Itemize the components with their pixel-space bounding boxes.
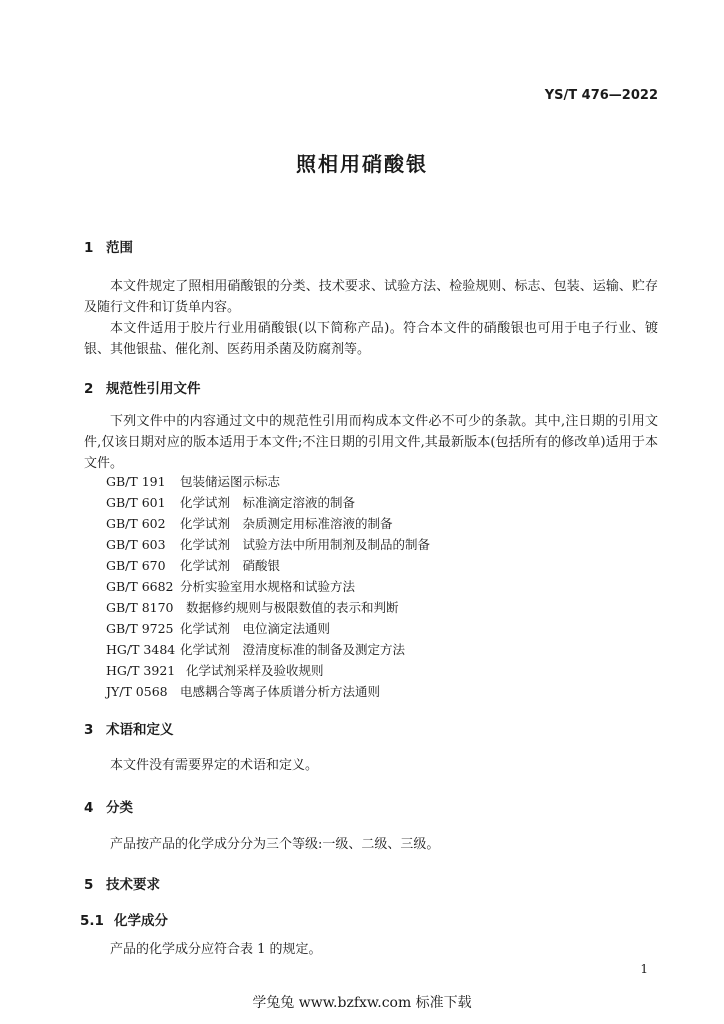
- reference-code: GB/T 9725: [106, 621, 174, 636]
- reference-title: 数据修约规则与极限数值的表示和判断: [186, 600, 399, 615]
- page-number: 1: [640, 962, 648, 976]
- section-2-heading: [84, 377, 201, 397]
- section-number: 5: [84, 877, 94, 893]
- reference-title: 化学试剂 硝酸银: [180, 558, 281, 573]
- document-title: 照相用硝酸银: [296, 152, 428, 176]
- reference-item: [106, 619, 330, 639]
- reference-item: [106, 661, 324, 681]
- reference-code: HG/T 3484: [106, 642, 176, 657]
- section-2-paragraph-1: 下列文件中的内容通过文中的规范性引用而构成本文件必不可少的条款。其中,注日期的引用文件,仅该日期对应的版本适用于本文件;不注日期的引用文件,其最新版本(包括所有的修改单)适用于本文件。: [84, 414, 658, 471]
- subsection-number: 5.1: [80, 913, 104, 929]
- standard-code: YS/T 476—2022: [544, 88, 658, 103]
- section-title: 规范性引用文件: [106, 381, 201, 397]
- reference-code: GB/T 8170: [106, 600, 174, 615]
- reference-title: 化学试剂 电位滴定法通则: [180, 621, 331, 636]
- reference-title: 化学试剂采样及验收规则: [186, 663, 324, 678]
- reference-title: 包装储运图示标志: [180, 474, 281, 489]
- reference-item: [106, 640, 405, 660]
- section-title: 术语和定义: [106, 722, 174, 738]
- section-1-paragraph-1: 本文件规定了照相用硝酸银的分类、技术要求、试验方法、检验规则、标志、包装、运输、贮存及随行文件和订货单内容。: [84, 279, 658, 315]
- subsection-5-1-paragraph-1: 产品的化学成分应符合表 1 的规定。: [110, 942, 322, 957]
- reference-item: [106, 577, 355, 597]
- reference-title: 化学试剂 试验方法中所用制剂及制品的制备: [180, 537, 431, 552]
- reference-title: 分析实验室用水规格和试验方法: [180, 579, 356, 594]
- reference-item: [106, 472, 280, 492]
- section-1-heading: [84, 236, 133, 256]
- reference-code: GB/T 191: [106, 474, 166, 489]
- reference-title: 化学试剂 澄清度标准的制备及测定方法: [180, 642, 406, 657]
- reference-code: GB/T 603: [106, 537, 166, 552]
- section-5-heading: [84, 873, 160, 893]
- reference-title: 电感耦合等离子体质谱分析方法通则: [180, 684, 381, 699]
- subsection-title: 化学成分: [114, 913, 168, 929]
- reference-item: [106, 493, 355, 513]
- section-title: 分类: [106, 800, 133, 816]
- section-number: 3: [84, 722, 94, 738]
- reference-item: [106, 535, 430, 555]
- reference-code: GB/T 601: [106, 495, 166, 510]
- section-title: 技术要求: [106, 877, 160, 893]
- reference-item: [106, 556, 280, 576]
- footer-watermark: 学兔兔 www.bzfxw.com 标准下载: [252, 995, 472, 1011]
- reference-code: JY/T 0568: [106, 684, 168, 699]
- section-number: 4: [84, 800, 94, 816]
- section-4-heading: [84, 796, 133, 816]
- reference-item: [106, 682, 380, 702]
- reference-code: GB/T 6682: [106, 579, 174, 594]
- reference-code: GB/T 670: [106, 558, 166, 573]
- section-number: 1: [84, 240, 94, 256]
- section-3-paragraph-1: 本文件没有需要界定的术语和定义。: [110, 758, 319, 773]
- reference-item: [106, 514, 393, 534]
- section-title: 范围: [106, 240, 133, 256]
- reference-code: GB/T 602: [106, 516, 166, 531]
- subsection-5-1-heading: [80, 909, 168, 929]
- reference-item: [106, 598, 399, 618]
- section-1-paragraph-2: 本文件适用于胶片行业用硝酸银(以下简称产品)。符合本文件的硝酸银也可用于电子行业、镀银、其他银盐、催化剂、医药用杀菌及防腐剂等。: [84, 321, 658, 357]
- section-number: 2: [84, 381, 94, 397]
- reference-title: 化学试剂 杂质测定用标准溶液的制备: [180, 516, 393, 531]
- reference-code: HG/T 3921: [106, 663, 176, 678]
- section-4-paragraph-1: 产品按产品的化学成分分为三个等级:一级、二级、三级。: [110, 837, 440, 852]
- reference-title: 化学试剂 标准滴定溶液的制备: [180, 495, 356, 510]
- section-3-heading: [84, 718, 174, 738]
